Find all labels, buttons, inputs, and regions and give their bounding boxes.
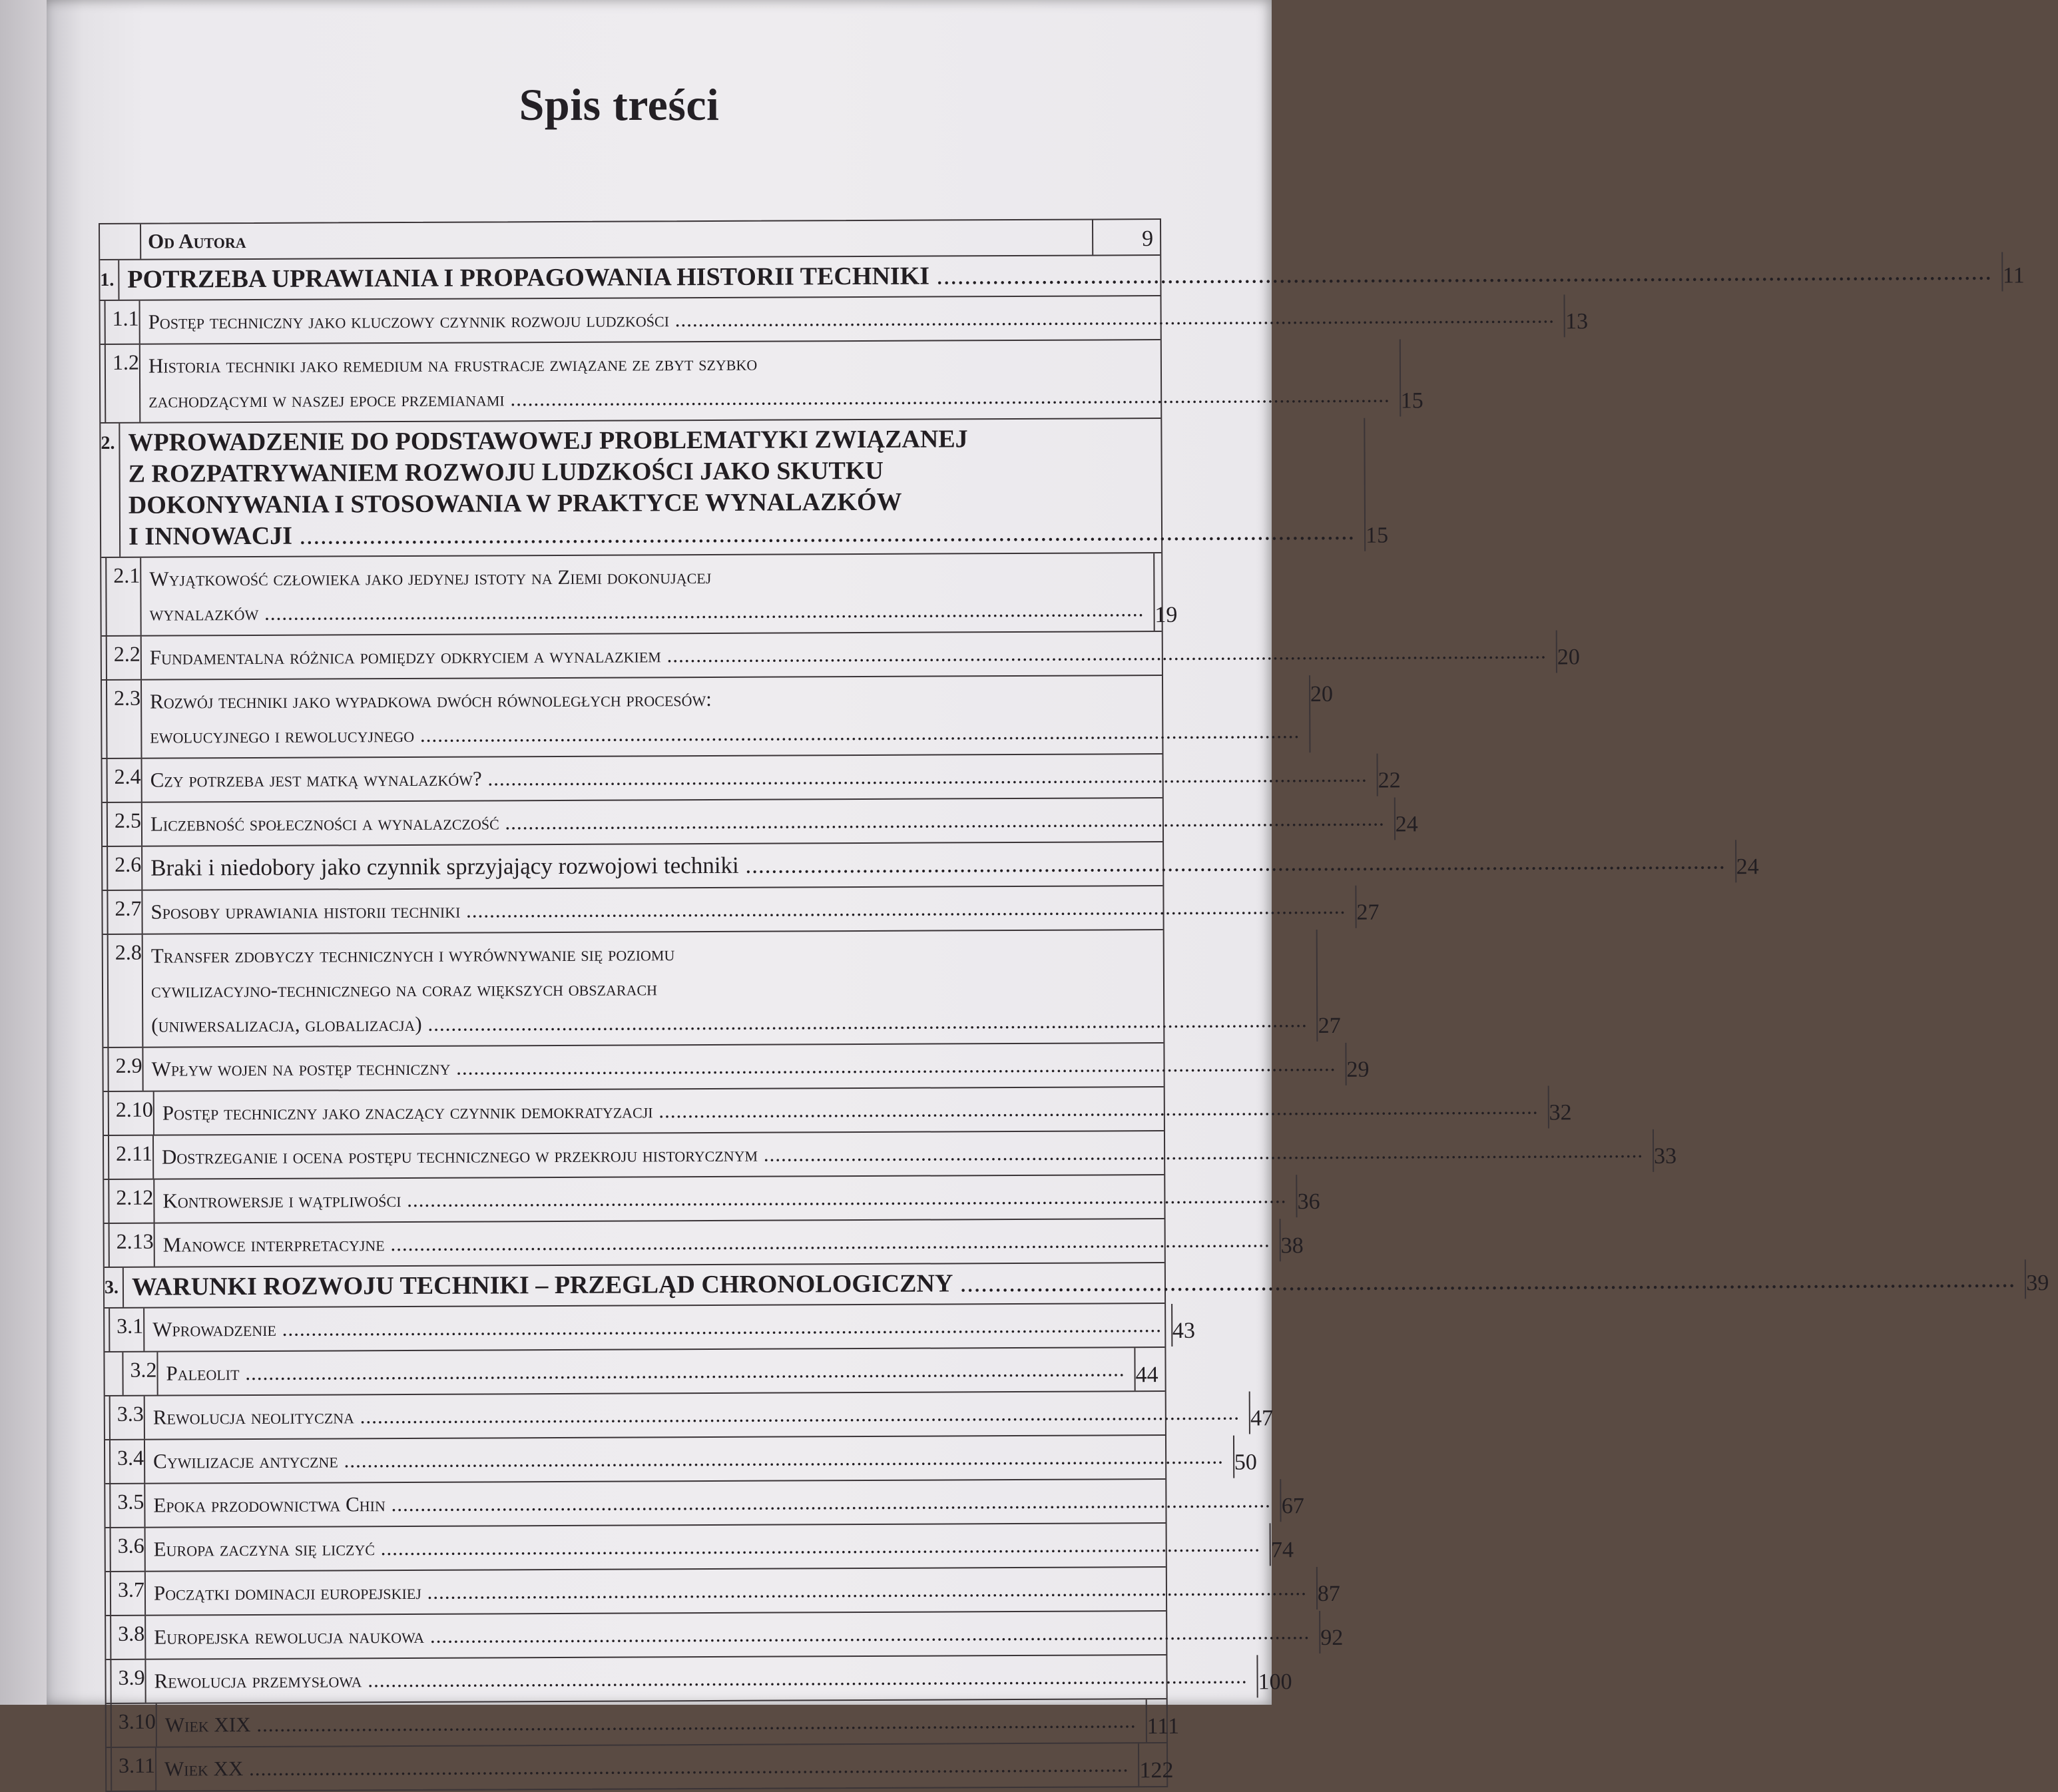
- toc-row-2-7: [103, 885, 1380, 934]
- section-2-8-title-line-2: cywilizacyjno-technicznego na coraz większych obszarach: [150, 976, 658, 1002]
- section-3-9-title: Rewolucja przemysłowa .....: [154, 1659, 1247, 1698]
- toc-row-chapter-2: [101, 418, 1389, 557]
- section-title: [146, 1611, 1319, 1659]
- section-title: [142, 754, 1377, 802]
- toc-page-number: 15: [1364, 418, 1395, 551]
- section-3-5-title: Epoka przodownictwa Chin .....: [153, 1483, 1271, 1522]
- chapter-number-cell: [103, 847, 108, 890]
- section-title: [144, 1304, 1171, 1351]
- toc-page-number: 27: [1355, 886, 1386, 928]
- toc-row-3-7: [106, 1566, 1340, 1615]
- chapter-title: [119, 252, 2001, 300]
- section-title: [142, 886, 1355, 934]
- page-title: Spis treści: [519, 79, 720, 130]
- section-2-3-title-line-1: Rozwój techniki jako wypadkowa dwóch równoległych procesów:: [150, 687, 712, 713]
- section-2-8-title-line-3: (uniwersalizacja, globalizacja) .....: [151, 1003, 1308, 1043]
- section-number: 2.4: [108, 759, 142, 802]
- toc-page-number: 24: [1735, 840, 1766, 882]
- chapter-number-cell: [107, 1704, 112, 1747]
- chapter-number-cell: [103, 803, 108, 846]
- section-title: [145, 1436, 1233, 1483]
- toc-row-2-6: [103, 841, 1759, 890]
- toc-page-number: 13: [1564, 294, 1595, 337]
- section-title: [142, 840, 1735, 889]
- section-3-1-title: Wprowadzenie .....: [152, 1308, 1162, 1347]
- chapter-number-cell: [106, 1616, 111, 1659]
- section-number: 3.4: [111, 1440, 145, 1483]
- toc-row-3-11: [107, 1742, 1174, 1791]
- section-number: 1.2: [106, 345, 141, 422]
- chapter-2-title-line-4: I INNOWACJI .....: [129, 516, 1355, 553]
- toc-row-2-9: [103, 1042, 1370, 1091]
- section-number: 3.11: [112, 1748, 156, 1791]
- toc-row-2-12: [104, 1174, 1320, 1223]
- section-title: [146, 1567, 1316, 1615]
- toc-page-number: 92: [1319, 1611, 1350, 1653]
- toc-row-2-3: [102, 675, 1333, 758]
- toc-row-3-8: [106, 1610, 1344, 1659]
- section-number: 3.1: [110, 1309, 144, 1351]
- toc-page-number: 22: [1377, 753, 1408, 796]
- section-title: [156, 1743, 1139, 1790]
- section-2-2-title: Fundamentalna różnica pomiędzy odkryciem a wynalazkiem .....: [150, 635, 1547, 675]
- section-2-8-title-line-1: Transfer zdobyczy technicznych i wyrównywanie się poziomu: [150, 942, 675, 968]
- section-title: [142, 798, 1394, 846]
- section-3-7-title: Początki dominacji europejskiej .....: [154, 1571, 1307, 1611]
- section-3-11-title: Wiek XX .....: [164, 1747, 1129, 1786]
- section-title: [157, 1699, 1146, 1746]
- section-title: [140, 339, 1400, 422]
- section-number: 2.1: [107, 558, 142, 635]
- section-2-4-title: Czy potrzeba jest matką wynalazków? .....: [150, 758, 1368, 798]
- chapter-number-cell: [103, 891, 108, 934]
- section-number: 3.2: [123, 1352, 158, 1395]
- section-number: 2.5: [108, 803, 142, 846]
- toc-page-number: 43: [1171, 1304, 1202, 1346]
- toc-row-3-6: [106, 1522, 1294, 1571]
- toc-page-number: 32: [1547, 1085, 1578, 1128]
- chapter-number: 2.: [101, 424, 121, 557]
- section-3-8-title: Europejska rewolucja naukowa .....: [154, 1615, 1310, 1655]
- chapter-number-cell: [104, 1136, 109, 1179]
- toc-row-3-2: [105, 1346, 1164, 1395]
- section-title: [142, 630, 1556, 679]
- section-1-2-title-line-1: Historia techniki jako remedium na frustracje związane ze zbyt szybko: [148, 351, 758, 378]
- section-number: 3.7: [111, 1572, 146, 1615]
- chapter-3-title: WARUNKI ROZWOJU TECHNIKI – PRZEGLĄD CHRONOLOGICZNY .....: [132, 1263, 2016, 1303]
- toc-page-number: 9: [1092, 220, 1160, 254]
- chapter-number-cell: [107, 1748, 112, 1791]
- toc-row-3-1: [105, 1303, 1196, 1351]
- toc-page-number: 47: [1249, 1391, 1280, 1434]
- section-number: 3.10: [112, 1704, 157, 1747]
- section-title: [154, 1175, 1296, 1222]
- section-2-13-title: Manowce interpretacyjne .....: [163, 1223, 1270, 1262]
- toc-page-number: 33: [1653, 1129, 1683, 1172]
- toc-page-number: 44: [1134, 1348, 1164, 1390]
- section-title: [140, 294, 1565, 343]
- chapter-2-title-line-1: WPROWADZENIE DO PODSTAWOWEJ PROBLEMATYKI ZWIĄZANEJ: [128, 425, 968, 457]
- chapter-title: [124, 1259, 2025, 1307]
- toc-row-chapter-1: [100, 254, 2025, 300]
- toc-row-3-10: [107, 1698, 1180, 1747]
- section-number: 3.8: [111, 1616, 146, 1659]
- table-of-contents: [99, 218, 2049, 1792]
- section-2-1-title-line-1: Wyjątkowość człowieka jako jedynej istoty na Ziemi dokonującej: [149, 564, 712, 591]
- toc-page-number: 24: [1394, 797, 1425, 840]
- toc-row-2-11: [104, 1130, 1677, 1179]
- section-2-6-title: Braki i niedobory jako czynnik sprzyjający rozwojowi techniki .....: [150, 844, 1726, 885]
- section-number: 3.6: [111, 1528, 146, 1571]
- toc-page-number: 38: [1280, 1219, 1310, 1261]
- section-3-6-title: Europa zaczyna się liczyć .....: [154, 1527, 1260, 1566]
- section-number: 2.6: [108, 847, 142, 890]
- section-title: [142, 675, 1309, 758]
- section-title: [143, 930, 1317, 1047]
- chapter-number-cell: [103, 759, 108, 802]
- toc-row-2-1: [101, 552, 1178, 635]
- chapter-number-cell: [105, 1396, 111, 1439]
- chapter-number: 3.: [105, 1268, 124, 1307]
- section-2-7-title: Sposoby uprawiania historii techniki .....: [150, 890, 1346, 930]
- toc-row-2-2: [102, 631, 1580, 679]
- section-2-3-title-line-2: ewolucyjnego i rewolucyjnego .....: [150, 714, 1300, 754]
- section-title: [145, 1391, 1249, 1438]
- section-number: 2.12: [109, 1180, 154, 1223]
- chapter-number-cell: [105, 1309, 110, 1351]
- section-3-4-title: Cywilizacje antyczne .....: [153, 1440, 1224, 1479]
- toc-row-1-2: [101, 339, 1423, 422]
- toc-page-number: 11: [2001, 252, 2031, 291]
- section-3-10-title: Wiek XIX .....: [165, 1703, 1137, 1742]
- chapter-2-title-line-3: DOKONYWANIA I STOSOWANIA W PRAKTYCE WYNALAZKÓW: [128, 487, 902, 519]
- chapter-number-cell: [102, 637, 107, 679]
- section-1-2-title-line-2: zachodzącymi w naszej epoce przemianami .....: [148, 378, 1390, 418]
- section-1-1-title: Postęp techniczny jako kluczowy czynnik rozwoju ludzkości .....: [148, 298, 1555, 339]
- chapter-number-cell: [105, 1484, 111, 1527]
- chapter-number-cell: [105, 1440, 111, 1483]
- toc-entry-title: [141, 220, 1092, 258]
- toc-row-chapter-3: [104, 1262, 2049, 1307]
- toc-row-intro: [100, 220, 1160, 259]
- section-3-3-title: Rewolucja neolityczna .....: [153, 1396, 1240, 1435]
- chapter-number-cell: [105, 1352, 123, 1395]
- section-title: [158, 1348, 1134, 1394]
- section-2-11-title: Dostrzeganie i ocena postępu technicznego w przekroju historycznym .....: [162, 1133, 1643, 1175]
- chapter-number-cell: [106, 1528, 111, 1571]
- toc-page-number: 74: [1270, 1523, 1300, 1566]
- toc-page-number: 111: [1145, 1699, 1186, 1742]
- chapter-number-cell: [105, 1224, 110, 1267]
- toc-page-number: 122: [1138, 1743, 1180, 1786]
- section-number: 2.11: [109, 1136, 154, 1179]
- section-number: 2.7: [108, 891, 142, 934]
- section-title: [146, 1655, 1256, 1702]
- section-title: [154, 1086, 1548, 1135]
- section-number: 2.2: [107, 637, 142, 679]
- section-number: 3.9: [111, 1660, 146, 1703]
- chapter-number-cell: [103, 1048, 109, 1091]
- section-title: [145, 1479, 1280, 1526]
- toc-page-number: 100: [1256, 1655, 1298, 1697]
- toc-page-number: 20: [1309, 675, 1340, 752]
- chapter-title: [120, 418, 1364, 557]
- section-2-5-title: Liczebność społeczności a wynalazczość .....: [150, 802, 1385, 842]
- toc-row-2-8: [103, 929, 1341, 1047]
- section-title: [143, 1043, 1345, 1091]
- toc-row-3-5: [105, 1478, 1304, 1527]
- toc-page-number: 67: [1280, 1479, 1311, 1522]
- toc-row-3-9: [106, 1654, 1292, 1703]
- section-title: [154, 1129, 1653, 1179]
- section-title: [146, 1523, 1270, 1570]
- section-number: 2.10: [109, 1092, 154, 1135]
- toc-row-1-1: [101, 295, 1589, 344]
- toc-page-number: 19: [1153, 553, 1184, 631]
- toc-page-number: 27: [1316, 930, 1348, 1042]
- toc-page-number: 36: [1296, 1175, 1326, 1217]
- toc-row-2-4: [103, 753, 1401, 802]
- section-2-10-title: Postęp techniczny jako znaczący czynnik demokratyzacji .....: [162, 1090, 1539, 1131]
- section-2-12-title: Kontrowersje i wątpliwości .....: [162, 1179, 1286, 1218]
- section-2-1-title-line-2: wynalazków .....: [149, 592, 1144, 631]
- toc-page-number: 87: [1316, 1567, 1347, 1610]
- chapter-number-cell: [100, 224, 141, 259]
- section-number: 3.3: [111, 1396, 145, 1439]
- section-title: [141, 553, 1153, 635]
- section-title: [155, 1219, 1280, 1266]
- section-number: 2.9: [109, 1048, 143, 1091]
- chapter-1-title: POTRZEBA UPRAWIANIA I PROPAGOWANIA HISTORII TECHNIKI .....: [127, 256, 1992, 296]
- toc-page-number: 29: [1345, 1043, 1376, 1085]
- chapter-2-title-line-2: Z ROZPATRYWANIEM ROZWOJU LUDZKOŚCI JAKO SKUTKU: [128, 456, 884, 488]
- toc-row-2-5: [103, 797, 1418, 846]
- chapter-number-cell: [101, 301, 106, 344]
- chapter-number: 1.: [100, 260, 119, 300]
- section-number: 2.13: [110, 1224, 155, 1267]
- section-number: 1.1: [106, 301, 140, 344]
- section-number: 3.5: [111, 1484, 145, 1527]
- toc-page-number: 50: [1233, 1435, 1264, 1478]
- toc-row-2-13: [105, 1218, 1304, 1267]
- chapter-number-cell: [106, 1572, 111, 1615]
- section-3-2-title: Paleolit .....: [166, 1352, 1125, 1390]
- toc-row-3-4: [105, 1434, 1257, 1483]
- section-2-9-title: Wpływ wojen na postęp techniczny .....: [151, 1047, 1336, 1087]
- chapter-number-cell: [104, 1092, 109, 1135]
- section-number: 2.3: [107, 681, 142, 758]
- toc-page-number: 15: [1399, 339, 1430, 416]
- toc-row-3-3: [105, 1390, 1274, 1439]
- chapter-number-cell: [106, 1660, 111, 1703]
- section-number: 2.8: [109, 935, 144, 1047]
- toc-page-number: 39: [2025, 1259, 2055, 1299]
- intro-title: Od Autora: [148, 229, 246, 253]
- toc-page-number: 20: [1556, 630, 1587, 673]
- chapter-number-cell: [104, 1180, 109, 1223]
- toc-row-2-10: [104, 1086, 1572, 1135]
